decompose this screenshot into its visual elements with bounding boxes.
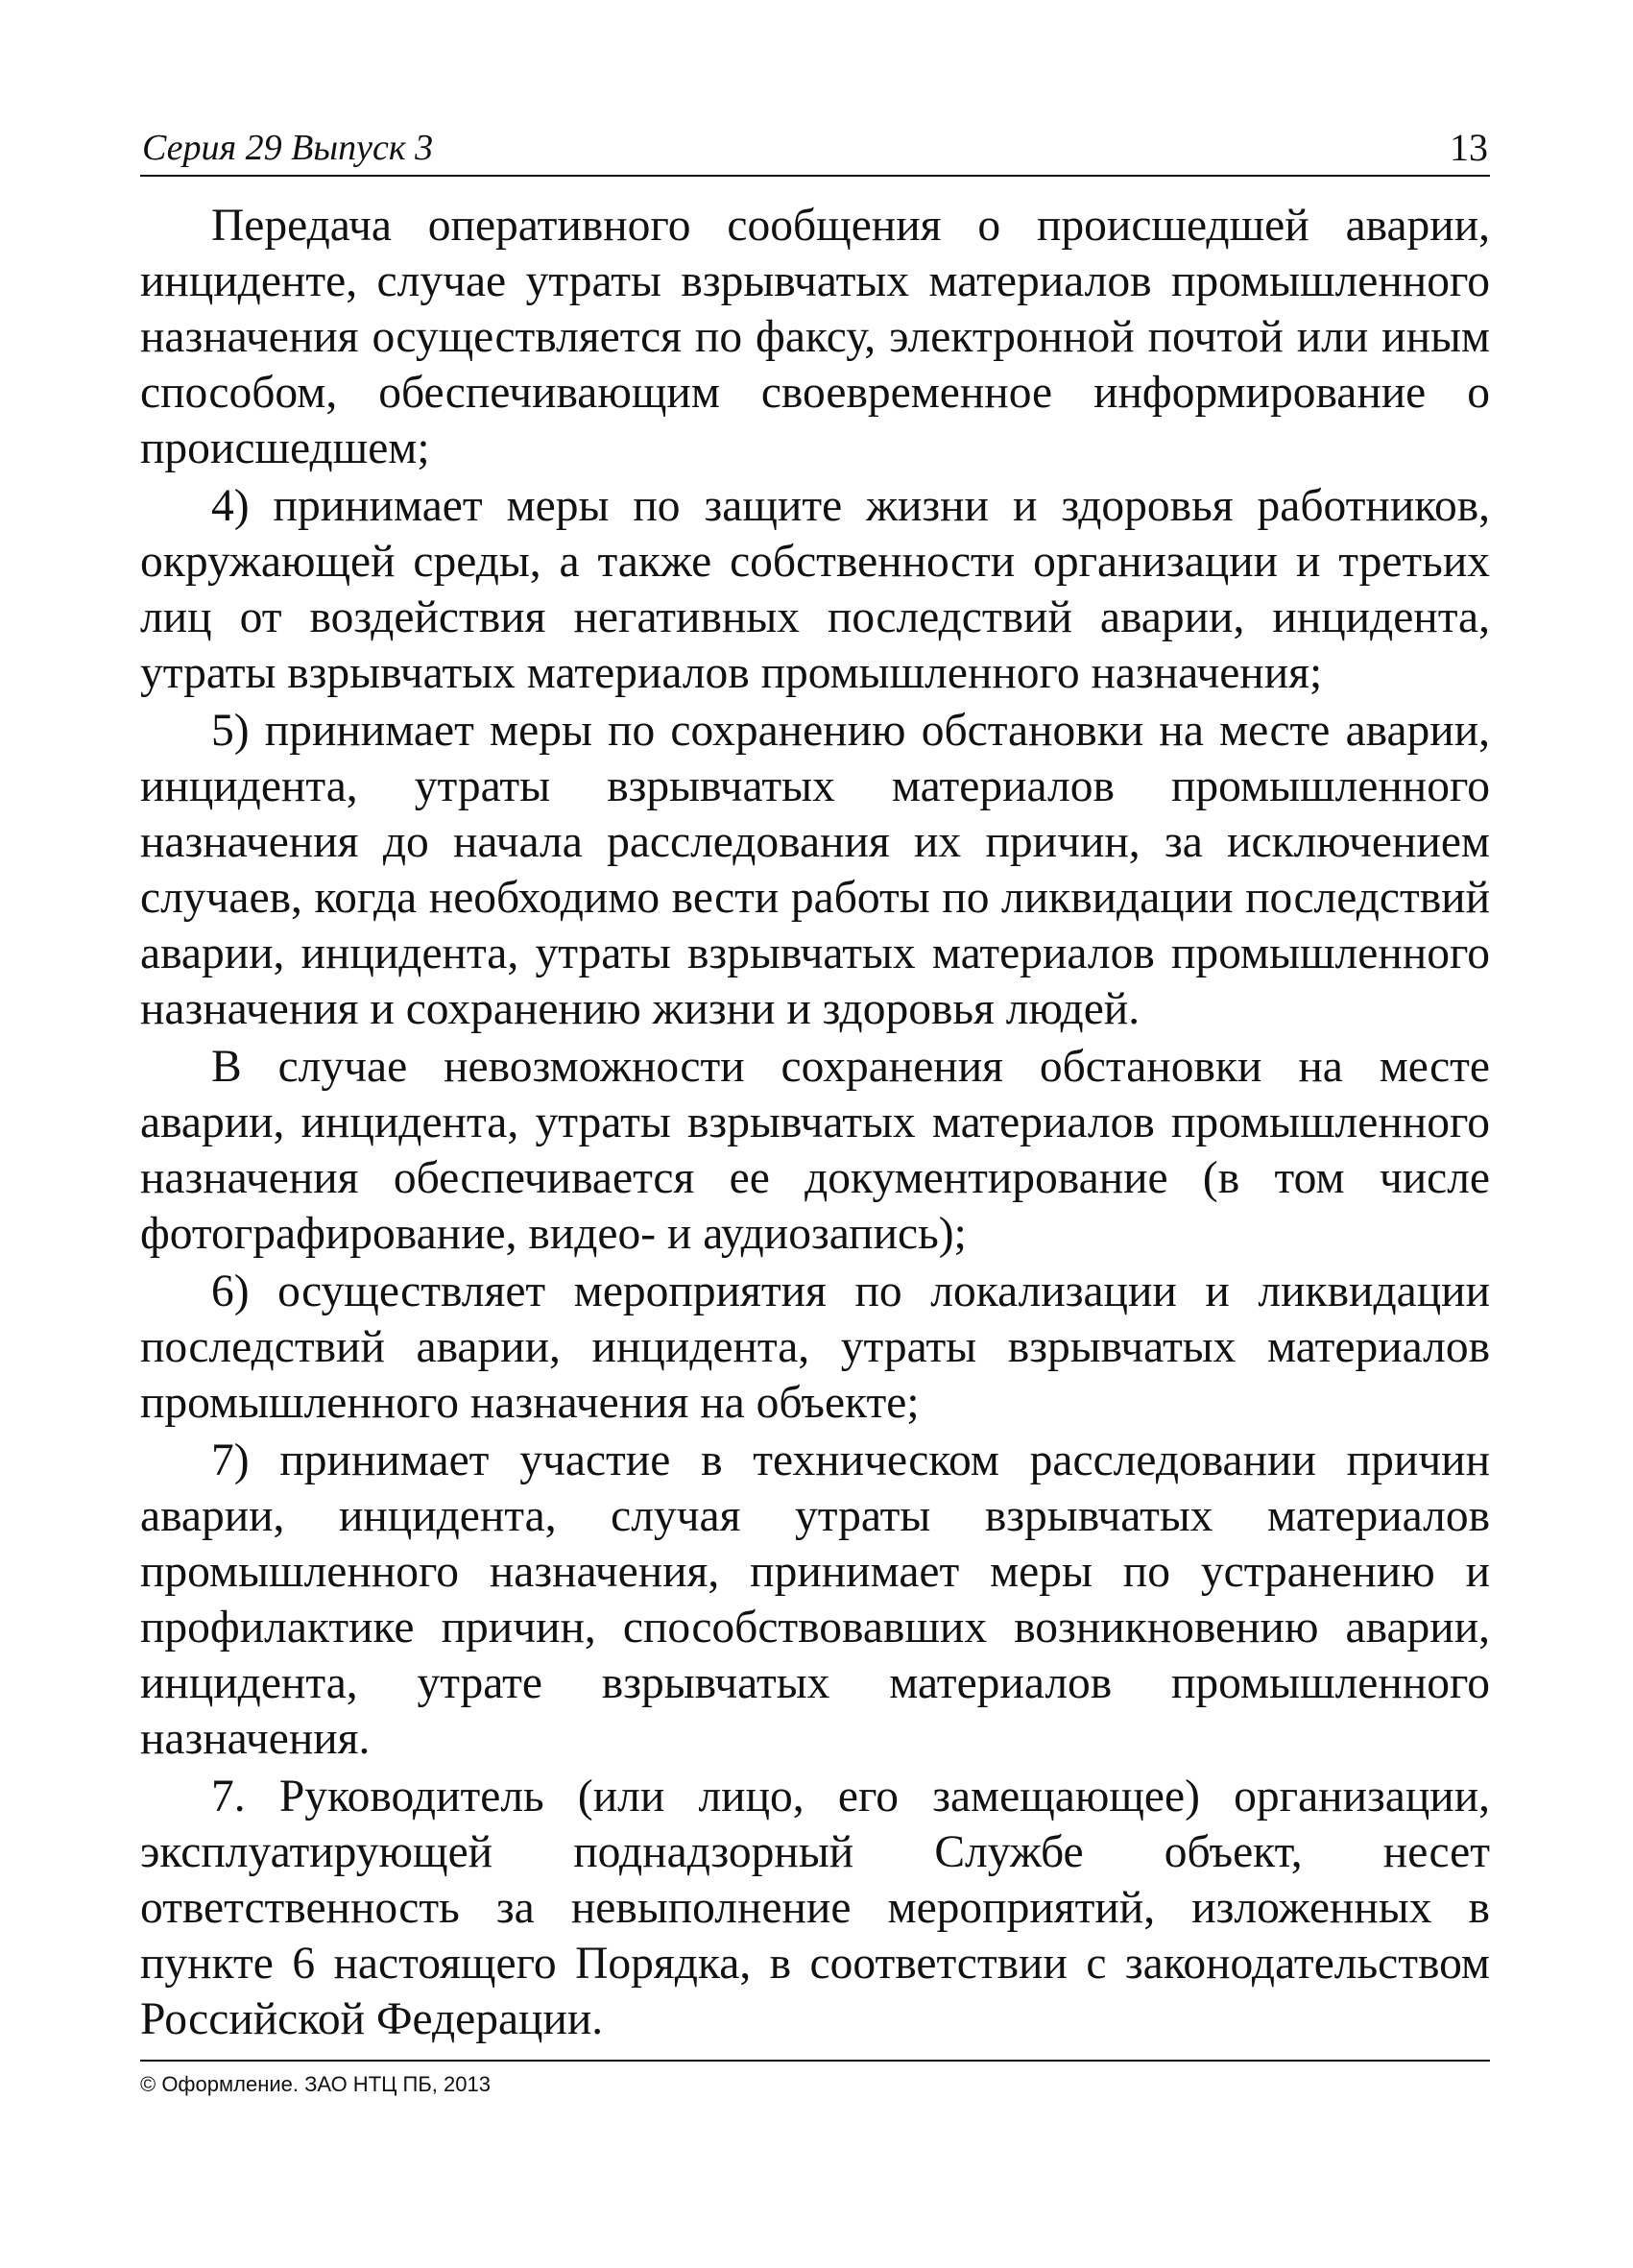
paragraph-item-7: 7) принимает участие в техническом расследовании причин аварии, инцидента, случая утраты взрывчатых материалов промышленного назначения, принимает меры по устранению и профилактике причин, способствовавших возникновению аварии, инцидента, утрате взрывчатых материалов промышленного назначения. (140, 1436, 1490, 1764)
body-text (140, 198, 1490, 2049)
paragraph-item-6: 6) осуществляет мероприятия по локализации и ликвидации последствий аварии, инцидента, утраты взрывчатых материалов промышленного назначения на объекте; (140, 1267, 1490, 1428)
paragraph-item-4: 4) принимает меры по защите жизни и здоровья работников, окружающей среды, а также собственности организации и третьих лиц от воздействия негативных последствий аварии, инцидента, утраты взрывчатых материалов промышленного назначения; (140, 481, 1490, 698)
series-title: Серия 29 Выпуск 3 (142, 128, 434, 168)
page-header (140, 115, 1490, 177)
paragraph-section-7: 7. Руководитель (или лицо, его замещающее) организации, эксплуатирующей поднадзорный Службе объект, несет ответственность за невыполнение мероприятий, изложенных в пункте 6 настоящего Порядка, в соответствии с законодательством Российской Федерации. (140, 1772, 1490, 2044)
page-number: 13 (1450, 126, 1488, 169)
page-footer (140, 2060, 1490, 2098)
copyright-notice: © Оформление. ЗАО НТЦ ПБ, 2013 (140, 2072, 491, 2096)
paragraph-message-transmission: Передача оперативного сообщения о происшедшей аварии, инциденте, случае утраты взрывчатых материалов промышленного назначения осуществляется по факсу, электронной почтой или иным способом, обеспечивающим своевременное информирование о происшедшем; (140, 201, 1490, 473)
paragraph-documentation: В случае невозможности сохранения обстановки на месте аварии, инцидента, утраты взрывчатых материалов промышленного назначения обеспечивается ее документирование (в том числе фотографирование, видео- и аудиозапись); (140, 1042, 1490, 1259)
paragraph-item-5: 5) принимает меры по сохранению обстановки на месте аварии, инцидента, утраты взрывчатых материалов промышленного назначения до начала расследования их причин, за исключением случаев, когда необходимо вести работы по ликвидации последствий аварии, инцидента, утраты взрывчатых материалов промышленного назначения и сохранению жизни и здоровья людей. (140, 706, 1490, 1034)
